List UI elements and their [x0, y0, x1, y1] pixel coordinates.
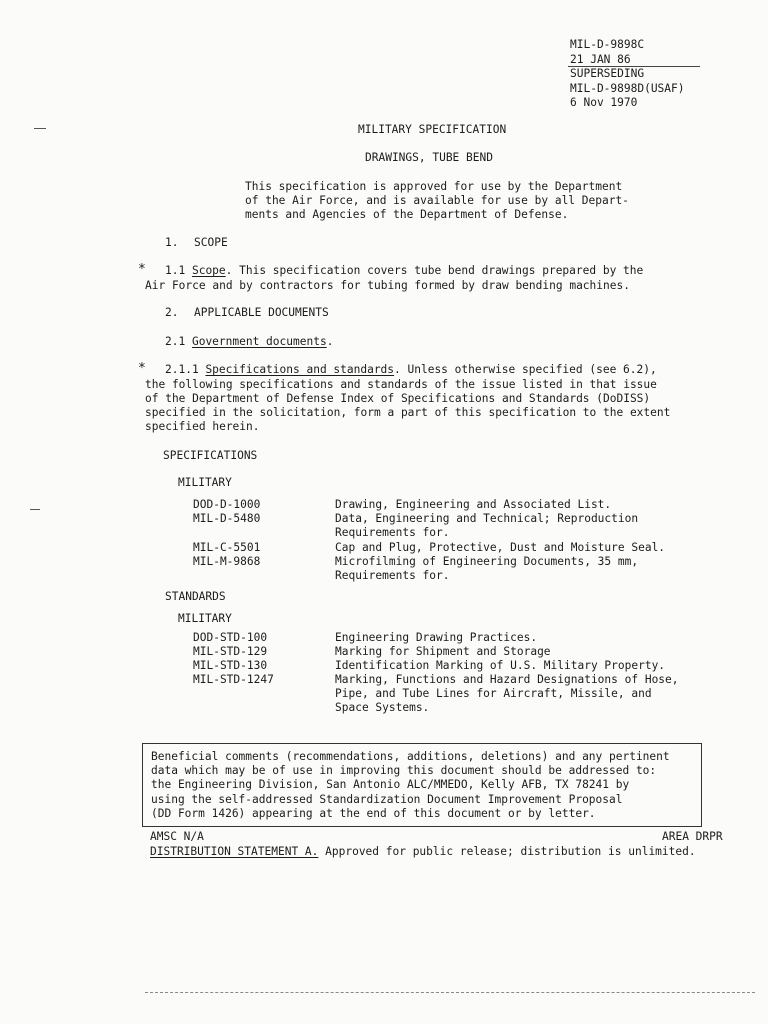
doc-code: MIL-STD-1247 — [193, 673, 274, 686]
section-title: APPLICABLE DOCUMENTS — [194, 306, 329, 319]
page-title: MILITARY SPECIFICATION — [358, 123, 507, 136]
doc-code: DOD-STD-100 — [193, 631, 268, 644]
paragraph-number: 1.1 — [165, 264, 186, 277]
paragraph-text: . Unless otherwise specified (see 6.2), — [394, 363, 657, 376]
superseding-label: SUPERSEDING — [570, 67, 645, 80]
bottom-rule — [145, 992, 755, 993]
paragraph-2-1 — [165, 335, 333, 349]
doc-desc: Identification Marking of U.S. Military Property. — [335, 659, 666, 672]
list-item-continuation — [193, 701, 713, 715]
paragraph-text: specified herein. — [145, 420, 260, 433]
specifications-heading: SPECIFICATIONS — [163, 449, 258, 462]
distribution-statement — [150, 845, 696, 859]
superseded-doc: MIL-D-9898D(USAF) — [570, 81, 685, 95]
header-divider — [568, 66, 700, 67]
comments-line: data which may be of use in improving this document should be addressed to: — [151, 764, 657, 778]
list-item — [193, 541, 713, 555]
list-item — [193, 555, 713, 569]
list-item — [193, 498, 713, 512]
doc-code: MIL-STD-129 — [193, 645, 268, 658]
approval-line: ments and Agencies of the Department of Defense. — [245, 208, 569, 221]
paragraph-heading: Government documents — [191, 335, 327, 348]
paragraph-heading: Scope — [191, 264, 226, 277]
comments-box — [142, 743, 702, 827]
list-item-continuation — [193, 526, 713, 541]
comments-line: (DD Form 1426) appearing at the end of this document or by letter. — [151, 806, 596, 820]
paragraph-2-1-1 — [165, 363, 657, 377]
standards-list — [193, 631, 713, 715]
section-number: 1. — [165, 236, 179, 249]
list-item — [193, 512, 713, 526]
margin-mark — [30, 509, 40, 510]
list-item — [193, 659, 713, 673]
margin-mark — [34, 128, 46, 129]
doc-desc: Microfilming of Engineering Documents, 35 mm, — [335, 555, 639, 568]
approval-line: of the Air Force, and is available for use by all Depart- — [245, 194, 629, 207]
military-heading: MILITARY — [178, 476, 232, 489]
doc-code: MIL-STD-130 — [193, 659, 268, 672]
paragraph-text: the following specifications and standards of the issue listed in that issue — [145, 378, 657, 391]
change-marker: * — [138, 361, 146, 376]
doc-number: MIL-D-9898C — [570, 38, 645, 51]
doc-code: MIL-C-5501 — [193, 541, 261, 554]
paragraph-heading: Specifications and standards — [205, 363, 395, 376]
standards-heading: STANDARDS — [165, 590, 226, 603]
military-heading: MILITARY — [178, 612, 232, 625]
paragraph-number: 2.1 — [165, 335, 186, 348]
paragraph-text: . This specification covers tube bend drawings prepared by the — [225, 264, 644, 277]
document-header — [570, 38, 685, 111]
amsc-label: AMSC N/A — [150, 830, 204, 843]
doc-desc: Engineering Drawing Practices. — [335, 631, 538, 644]
doc-desc: Requirements for. — [335, 569, 450, 582]
section-number: 2. — [165, 306, 179, 319]
comments-line: using the self-addressed Standardization Document Improvement Proposal — [151, 792, 623, 806]
list-item — [193, 673, 713, 687]
doc-desc: Drawing, Engineering and Associated List. — [335, 498, 612, 511]
doc-desc: Requirements for. — [335, 526, 450, 539]
paragraph-text: specified in the solicitation, form a part of this specification to the extent — [145, 406, 671, 419]
doc-desc: Marking for Shipment and Storage — [335, 645, 551, 658]
specifications-list — [193, 498, 713, 583]
comments-line: the Engineering Division, San Antonio ALC/MMEDO, Kelly AFB, TX 78241 by — [151, 778, 630, 792]
doc-desc: Marking, Functions and Hazard Designations of Hose, — [335, 673, 679, 686]
doc-code: MIL-M-9868 — [193, 555, 261, 568]
doc-desc: Data, Engineering and Technical; Reproduction — [335, 512, 639, 525]
paragraph-text: Air Force and by contractors for tubing formed by draw bending machines. — [145, 279, 630, 292]
doc-code: DOD-D-1000 — [193, 498, 261, 511]
list-item-continuation — [193, 569, 713, 583]
paragraph-number: 2.1.1 — [165, 363, 199, 376]
change-marker: * — [138, 262, 146, 277]
area-label: AREA DRPR — [662, 830, 723, 843]
approval-line: This specification is approved for use by the Department — [245, 180, 623, 193]
distribution-label: DISTRIBUTION STATEMENT A. — [150, 845, 319, 858]
list-item-continuation — [193, 687, 713, 701]
paragraph-suffix: . — [326, 335, 334, 348]
list-item — [193, 631, 713, 645]
section-title: SCOPE — [194, 236, 228, 249]
page-subtitle: DRAWINGS, TUBE BEND — [365, 151, 493, 164]
paragraph-text: of the Department of Defense Index of Specifications and Standards (DoDISS) — [145, 392, 651, 405]
doc-code: MIL-D-5480 — [193, 512, 261, 525]
doc-desc: Space Systems. — [335, 701, 430, 714]
paragraph-1-1 — [165, 264, 643, 278]
superseded-date: 6 Nov 1970 — [570, 96, 638, 109]
doc-desc: Pipe, and Tube Lines for Aircraft, Missile, and — [335, 687, 652, 700]
doc-date: 21 JAN 86 — [570, 52, 631, 66]
list-item — [193, 645, 713, 659]
comments-line: Beneficial comments (recommendations, additions, deletions) and any pertinent — [151, 750, 670, 763]
distribution-text: Approved for public release; distribution is unlimited. — [325, 845, 696, 858]
doc-desc: Cap and Plug, Protective, Dust and Moisture Seal. — [335, 541, 666, 554]
